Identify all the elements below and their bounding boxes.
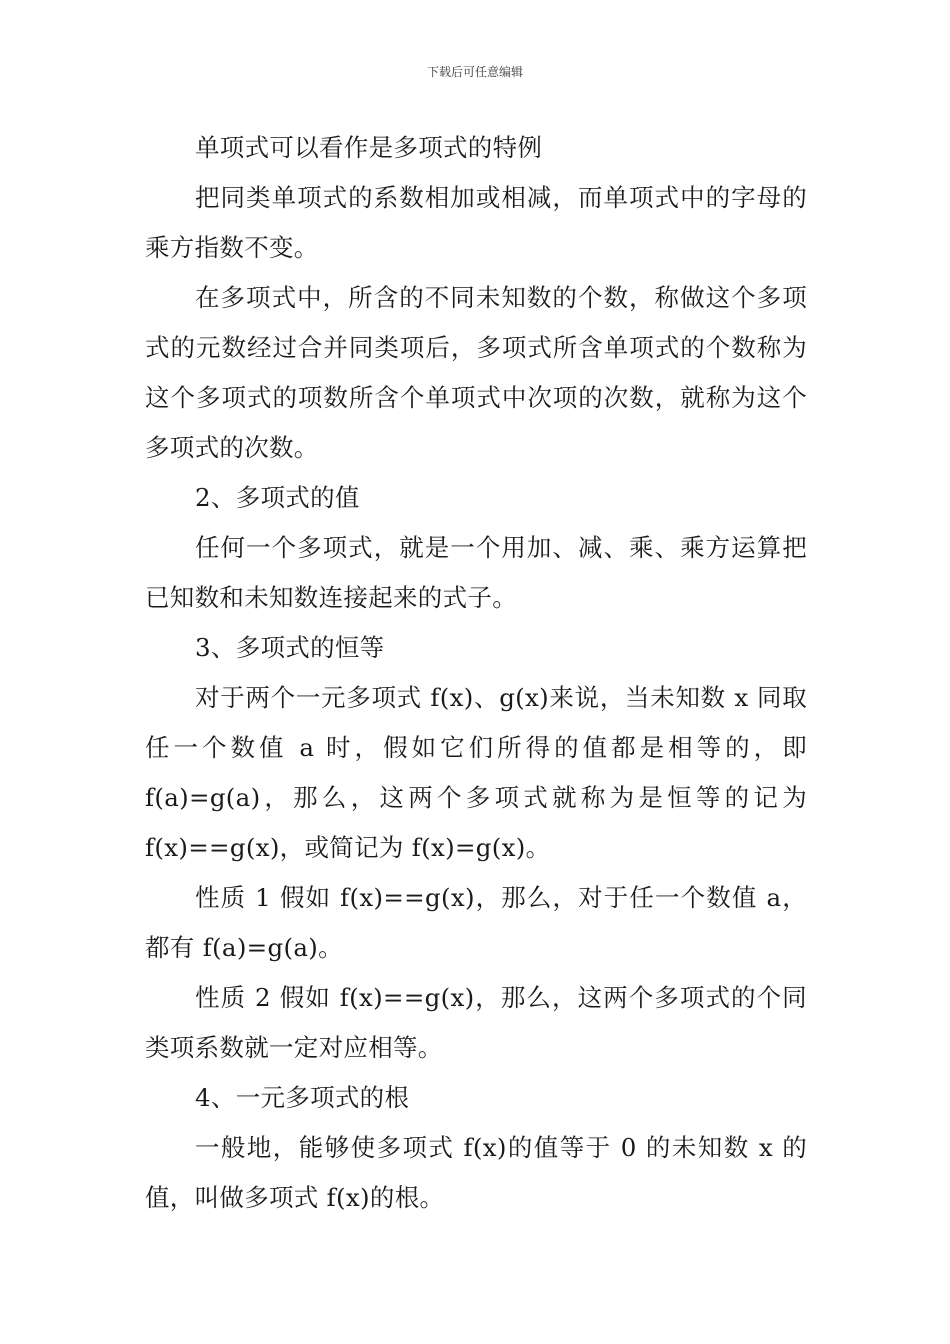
section-heading-polynomial-value: 2、多项式的值 bbox=[195, 483, 360, 512]
paragraph-property-1: 性质 1 假如 f(x)==g(x)，那么，对于任一个数值 a，都有 f(a)=g(a)。 bbox=[145, 883, 807, 962]
paragraph-identity-definition: 对于两个一元多项式 f(x)、g(x)来说，当未知数 x 同取任一个数值 a 时，假如它们所得的值都是相等的，即 f(a)=g(a)，那么，这两个多项式就称为是恒等的记为 f(x)==g(x)，或简记为 f(x)=g(x)。 bbox=[145, 683, 807, 862]
paragraph-polynomial-degree: 在多项式中，所含的不同未知数的个数，称做这个多项式的元数经过合并同类项后，多项式所含单项式的个数称为这个多项式的项数所含个单项式中次项的次数，就称为这个多项式的次数。 bbox=[145, 283, 807, 462]
paragraph-monomial-special-case: 单项式可以看作是多项式的特例 bbox=[195, 133, 543, 162]
paragraph-root-definition: 一般地，能够使多项式 f(x)的值等于 0 的未知数 x 的值，叫做多项式 f(x)的根。 bbox=[145, 1133, 807, 1212]
section-heading-polynomial-root: 4、一元多项式的根 bbox=[195, 1083, 410, 1112]
paragraph-combine-like-terms: 把同类单项式的系数相加或相减，而单项式中的字母的乘方指数不变。 bbox=[145, 183, 807, 262]
paragraph-property-2: 性质 2 假如 f(x)==g(x)，那么，这两个多项式的个同类项系数就一定对应相等。 bbox=[145, 983, 807, 1062]
paragraph-polynomial-definition: 任何一个多项式，就是一个用加、减、乘、乘方运算把已知数和未知数连接起来的式子。 bbox=[145, 533, 807, 612]
document-body bbox=[145, 123, 807, 1223]
page-header: 下载后可任意编辑 bbox=[426, 65, 523, 79]
section-heading-polynomial-identity: 3、多项式的恒等 bbox=[195, 633, 385, 662]
